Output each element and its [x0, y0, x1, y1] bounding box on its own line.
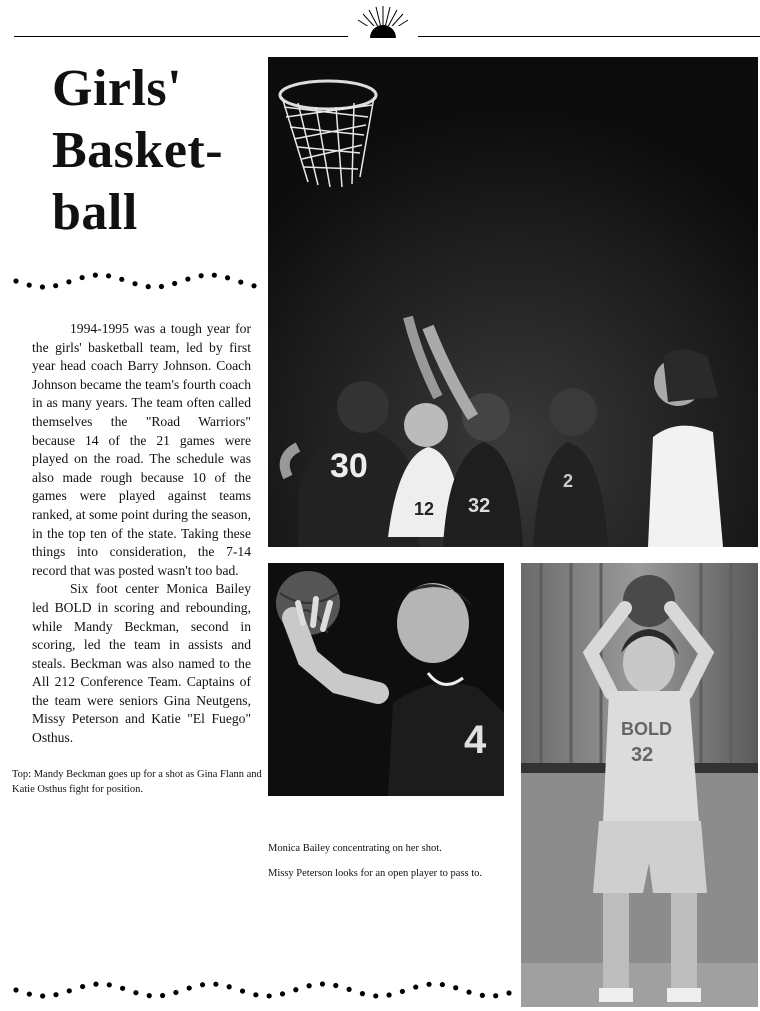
divider-dot: [307, 983, 312, 988]
title-line-2: Basket-: [52, 122, 224, 179]
divider-dot: [466, 990, 471, 995]
divider-dot: [213, 982, 218, 987]
photo-missy-peterson-pass: [521, 563, 758, 1007]
title-line-1: Girls': [52, 60, 183, 117]
divider-dot: [146, 284, 151, 289]
photo-monica-bailey-shot: [268, 563, 504, 796]
divider-dot: [53, 283, 58, 288]
divider-dot: [106, 273, 111, 278]
divider-dot: [293, 987, 298, 992]
divider-dot: [426, 982, 431, 987]
divider-dot: [40, 284, 45, 289]
divider-dot: [400, 989, 405, 994]
sunburst-ornament: [348, 2, 418, 38]
divider-dot: [13, 278, 18, 283]
article-paragraph: Six foot center Monica Bailey led BOLD in scoring and rebounding, while Mandy Beckman, second in scoring, led the team in assists and steals. Beckman was also named to the All 212 Conference Team. Captains of the team were seniors Gina Neutgens, Missy Peterson and Katie "El Fuego" Osthus.: [32, 581, 251, 746]
divider-dot: [506, 990, 511, 995]
divider-dot: [40, 993, 45, 998]
basketball-icon: [623, 575, 675, 627]
divider-dot: [493, 993, 498, 998]
divider-dot: [185, 276, 190, 281]
divider-dot: [360, 991, 365, 996]
divider-dot: [120, 986, 125, 991]
divider-dot: [27, 282, 32, 287]
divider-dot: [53, 992, 58, 997]
jersey-number: 30: [330, 447, 368, 485]
divider-dot: [119, 277, 124, 282]
jersey-number: 12: [414, 499, 435, 519]
caption-middle-photo: Monica Bailey concentrating on her shot.: [268, 843, 442, 854]
jersey-number: 2: [563, 471, 574, 491]
dotted-divider-top: [10, 266, 260, 296]
divider-dot: [93, 982, 98, 987]
divider-dot: [132, 281, 137, 286]
divider-dot: [373, 993, 378, 998]
divider-dot: [386, 992, 391, 997]
divider-dot: [13, 987, 18, 992]
divider-dot: [199, 273, 204, 278]
divider-dot: [147, 993, 152, 998]
caption-top-photo: Top: Mandy Beckman goes up for a shot as Gina Flann and Katie Osthus fight for position.: [12, 769, 262, 795]
divider-dot: [333, 983, 338, 988]
divider-dot: [160, 993, 165, 998]
divider-dot: [253, 992, 258, 997]
divider-dot: [480, 993, 485, 998]
dotted-divider-bottom: [10, 975, 515, 1005]
article-paragraph: 1994-1995 was a tough year for the girls' basketball team, led by first year head coach Barry Johnson. Coach Johnson became the team's fourth coach in as many years. The team often called themselves the "Road Warriors" because 14 of the 21 games were played on the road. The schedule was also made rough because 10 of the games were played against teams ranked, at some point during the season, in the top ten of the state. Taking these things into consideration, the 7-14 record that was posted wasn't too bad.: [32, 321, 251, 578]
divider-dot: [251, 283, 256, 288]
divider-dot: [80, 984, 85, 989]
divider-dot: [227, 984, 232, 989]
divider-dot: [66, 279, 71, 284]
divider-dot: [453, 985, 458, 990]
divider-dot: [225, 275, 230, 280]
divider-dot: [200, 982, 205, 987]
article-body: [32, 320, 251, 748]
divider-dot: [267, 993, 272, 998]
divider-dot: [187, 985, 192, 990]
jersey-number: 32: [631, 744, 654, 766]
divider-dot: [173, 990, 178, 995]
caption-right-photo: Missy Peterson looks for an open player to pass to.: [268, 868, 483, 879]
divider-dot: [413, 984, 418, 989]
divider-dot: [440, 982, 445, 987]
jersey-team-name: BOLD: [621, 719, 672, 739]
divider-dot: [67, 988, 72, 993]
divider-dot: [238, 279, 243, 284]
divider-dot: [107, 982, 112, 987]
divider-dot: [212, 273, 217, 278]
divider-dot: [27, 991, 32, 996]
jersey-number: 32: [468, 495, 491, 517]
page-title: [52, 58, 267, 244]
divider-dot: [80, 275, 85, 280]
divider-dot: [347, 987, 352, 992]
photo-rebound-action: [268, 57, 758, 547]
divider-dot: [320, 981, 325, 986]
divider-dot: [159, 284, 164, 289]
divider-dot: [133, 990, 138, 995]
divider-dot: [172, 281, 177, 286]
divider-dot: [240, 988, 245, 993]
title-line-3: ball: [52, 184, 138, 241]
divider-dot: [93, 273, 98, 278]
divider-dot: [280, 991, 285, 996]
jersey-number: 4: [464, 718, 487, 762]
